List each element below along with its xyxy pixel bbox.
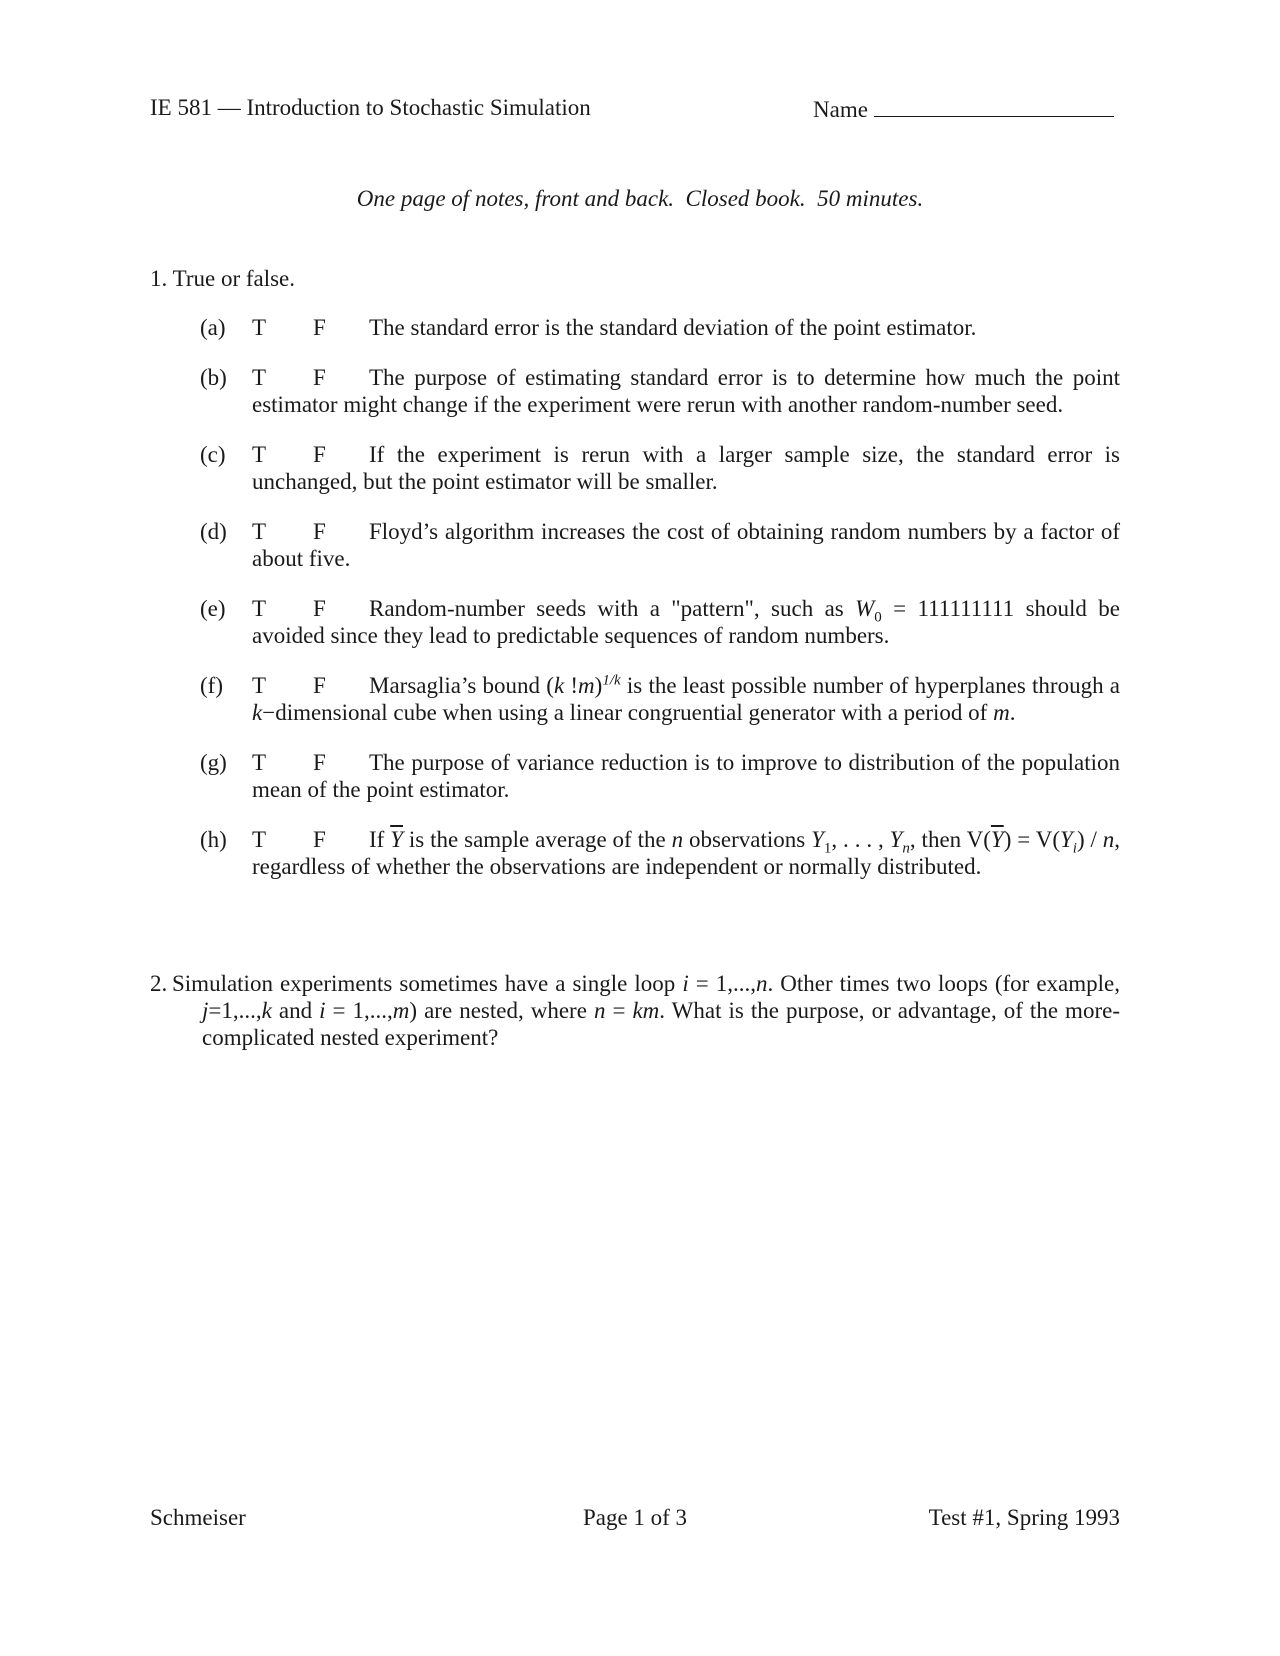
footer-author: Schmeiser	[150, 1505, 246, 1530]
footer-test-info: Test #1, Spring 1993	[928, 1505, 1120, 1530]
math-factorial: !	[564, 673, 579, 698]
math-ybar2: $\overline{Y}$	[990, 827, 1004, 852]
true-option[interactable]: T	[252, 673, 267, 698]
math-v-eq: ) = V(	[1003, 827, 1060, 852]
item-text: If	[369, 827, 391, 852]
false-option[interactable]: F	[313, 442, 326, 467]
math-ybar: $\overline{Y}$	[390, 827, 404, 852]
math-i: i	[682, 971, 689, 996]
item-label: (h)	[200, 827, 227, 852]
item-label: (g)	[200, 750, 227, 775]
false-option[interactable]: F	[313, 315, 326, 340]
false-option[interactable]: F	[313, 365, 326, 390]
math-subscript: 0	[874, 609, 882, 626]
tf-item-e	[200, 595, 1120, 649]
item-label: (e)	[200, 596, 226, 621]
math-variable: W	[855, 596, 875, 621]
math-dots: , . . . ,	[831, 827, 890, 852]
math-j: j	[202, 998, 209, 1023]
item-text-cont: should be avoided since they lead to predictable sequences of random numbers.	[252, 596, 1120, 648]
math-y1: Y	[811, 827, 824, 852]
math-k: k	[553, 673, 565, 698]
math-yi-sub: i	[1072, 840, 1077, 857]
q2-text-7: ) are nested, where	[409, 998, 594, 1023]
item-text-mid: is the least possible number of hyperplanes through a	[620, 673, 1121, 698]
tf-item-h	[200, 826, 1120, 880]
true-option[interactable]: T	[252, 750, 267, 775]
q2-text-3: . Other times two loops (for example,	[767, 971, 1120, 996]
q2-text-2: = 1,...,	[688, 971, 756, 996]
item-text: The purpose of estimating standard error is to determine how much the point estimator might change if the experiment were rerun with another random-number seed.	[252, 365, 1120, 417]
tf-item-a	[200, 314, 1120, 341]
math-value: = 111111111	[881, 596, 1015, 621]
math-v-open: V(	[966, 827, 991, 852]
item-text-rest: , regardless of whether the observations are independent or normally distributed.	[252, 827, 1121, 879]
math-yi: Y	[1059, 827, 1073, 852]
page-footer	[150, 1504, 1120, 1534]
tf-item-b	[200, 364, 1120, 418]
item-text: Floyd’s algorithm increases the cost of obtaining random numbers by a factor of about five.	[252, 519, 1120, 571]
item-text: If the experiment is rerun with a larger sample size, the standard error is unchanged, but the point estimator will be smaller.	[252, 442, 1120, 494]
item-label: (b)	[200, 365, 227, 390]
math-n: n	[671, 827, 684, 852]
math-m: m	[578, 673, 595, 698]
question-2-number: 2.	[150, 971, 168, 996]
math-km: km	[632, 998, 660, 1023]
true-option[interactable]: T	[252, 519, 267, 544]
q2-text-5: and	[271, 998, 320, 1023]
item-label: (d)	[200, 519, 227, 544]
math-yn-sub: n	[902, 840, 910, 857]
true-option[interactable]: T	[252, 596, 267, 621]
q2-text-1: Simulation experiments sometimes have a single loop	[172, 971, 683, 996]
tf-item-d	[200, 518, 1120, 572]
question-1-title: 1. True or false.	[150, 266, 296, 291]
q2-text-9: . What is the purpose, or advantage, of the more-complicated nested experiment?	[202, 998, 1120, 1050]
math-m2: m	[993, 700, 1010, 725]
item-text-end: .	[1009, 700, 1016, 725]
footer-page-number: Page 1 of 3	[582, 1505, 688, 1530]
q2-text-6: = 1,...,	[325, 998, 393, 1023]
true-option[interactable]: T	[252, 315, 267, 340]
math-exponent: 1/k	[602, 672, 621, 689]
item-text-obs: observations	[683, 827, 812, 852]
tf-item-c	[200, 441, 1120, 495]
name-blank-line[interactable]	[874, 94, 1114, 117]
false-option[interactable]: F	[313, 673, 326, 698]
item-label: (c)	[200, 442, 226, 467]
name-label: Name	[813, 97, 868, 122]
false-option[interactable]: F	[313, 519, 326, 544]
math-n2: n	[1102, 827, 1115, 852]
item-text-is: is the sample average of the	[403, 827, 672, 852]
math-v-div: ) /	[1076, 827, 1103, 852]
q2-text-4: =1,...,	[208, 998, 262, 1023]
false-option[interactable]: F	[313, 596, 326, 621]
tf-item-f	[200, 672, 1120, 726]
page-header	[150, 94, 1120, 124]
tf-item-g	[200, 749, 1120, 803]
math-paren: )	[594, 673, 603, 698]
math-i2: i	[319, 998, 326, 1023]
false-option[interactable]: F	[313, 750, 326, 775]
math-n: n	[755, 971, 768, 996]
math-n2: n	[593, 998, 606, 1023]
true-option[interactable]: T	[252, 442, 267, 467]
math-yn: Y	[889, 827, 903, 852]
item-text: Marsaglia’s bound (	[369, 673, 554, 698]
item-text-mid2: −dimensional cube when using a linear congruential generator with a period of	[262, 700, 994, 725]
false-option[interactable]: F	[313, 827, 326, 852]
item-text: The standard error is the standard deviation of the point estimator.	[369, 315, 977, 340]
exam-instructions: One page of notes, front and back. Closed book. 50 minutes.	[356, 186, 924, 211]
math-m: m	[392, 998, 410, 1023]
course-title: IE 581 — Introduction to Stochastic Simulation	[150, 95, 591, 120]
true-option[interactable]: T	[252, 827, 267, 852]
item-label: (a)	[200, 315, 226, 340]
q2-text-8: =	[605, 998, 633, 1023]
math-k: k	[261, 998, 272, 1023]
question-2	[150, 970, 1120, 1051]
true-false-items	[200, 314, 1120, 903]
math-y1-sub: 1	[823, 840, 832, 857]
item-text: Random-number seeds with a "pattern", such as	[369, 596, 856, 621]
item-label: (f)	[200, 673, 223, 698]
true-option[interactable]: T	[252, 365, 267, 390]
name-field	[813, 94, 1114, 123]
item-text: The purpose of variance reduction is to improve to distribution of the population mean of the point estimator.	[252, 750, 1120, 802]
math-k2: k	[252, 700, 263, 725]
item-text-then: , then	[909, 827, 967, 852]
